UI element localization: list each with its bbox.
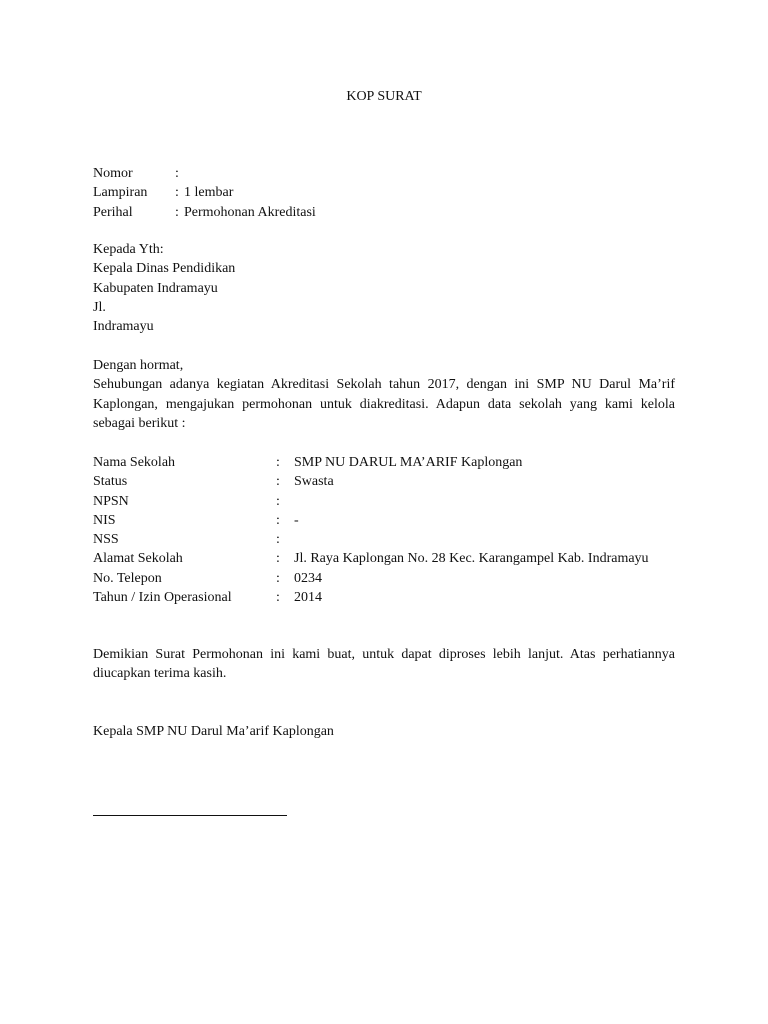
meta-value: Permohonan Akreditasi <box>184 204 316 220</box>
signature-title: Kepala SMP NU Darul Ma’arif Kaplongan <box>93 724 334 739</box>
recipient-line: Kepada Yth: <box>93 242 164 257</box>
recipient-line: Kepala Dinas Pendidikan <box>93 261 236 277</box>
data-value: Jl. Raya Kaplongan No. 28 Kec. Karangampel Kab. Indramayu <box>294 551 649 567</box>
data-colon: : <box>276 493 280 509</box>
meta-colon: : <box>175 166 179 181</box>
recipient-line: Jl. <box>93 299 106 315</box>
data-row <box>93 530 675 549</box>
data-label: NIS <box>93 512 116 528</box>
recipient-line: Kabupaten Indramayu <box>93 280 218 296</box>
meta-value: 1 lembar <box>184 185 234 201</box>
recipient-block <box>93 240 235 336</box>
data-row <box>93 549 675 568</box>
meta-row-perihal <box>93 203 316 222</box>
data-colon: : <box>276 570 280 586</box>
data-label: No. Telepon <box>93 570 162 586</box>
meta-colon: : <box>175 204 179 220</box>
signature-line <box>93 815 287 816</box>
data-value <box>294 530 675 549</box>
data-row <box>93 453 675 472</box>
data-value <box>294 492 675 511</box>
meta-label: Perihal <box>93 204 133 220</box>
data-colon: : <box>276 512 280 528</box>
meta-row-lampiran <box>93 183 316 202</box>
meta-colon: : <box>175 185 179 201</box>
data-colon: : <box>276 474 280 490</box>
meta-row-nomor <box>93 164 316 183</box>
data-colon: : <box>276 551 280 567</box>
data-label: Alamat Sekolah <box>93 551 183 567</box>
meta-label: Nomor <box>93 166 133 181</box>
data-value: - <box>294 512 299 528</box>
data-row <box>93 511 675 530</box>
meta-label: Lampiran <box>93 185 148 201</box>
data-colon: : <box>276 532 280 548</box>
closing-paragraph: Demikian Surat Permohonan ini kami buat, untuk dapat diproses lebih lanjut. Atas perhatiannya diucapkan terima kasih. <box>93 647 675 682</box>
data-label: Tahun / Izin Operasional <box>93 590 232 606</box>
letter-body <box>93 356 675 433</box>
data-value: 2014 <box>294 590 322 606</box>
data-label: Status <box>93 474 128 490</box>
data-value: SMP NU DARUL MA’ARIF Kaplongan <box>294 455 523 470</box>
data-value: 0234 <box>294 570 322 586</box>
data-row <box>93 472 675 491</box>
data-row <box>93 569 675 588</box>
data-row <box>93 588 675 607</box>
school-data-table <box>93 453 675 607</box>
greeting: Dengan hormat, <box>93 358 184 373</box>
data-colon: : <box>276 455 280 470</box>
letterhead-title: KOP SURAT <box>346 89 422 104</box>
data-colon: : <box>276 590 280 606</box>
data-value: Swasta <box>294 474 334 490</box>
recipient-line: Indramayu <box>93 319 154 335</box>
intro-paragraph: Sehubungan adanya kegiatan Akreditasi Sekolah tahun 2017, dengan ini SMP NU Darul Ma’rif Kaplongan, mengajukan permohonan untuk diakreditasi. Adapun data sekolah yang kami kelola sebagai berikut : <box>93 377 675 431</box>
letter-meta <box>93 164 316 222</box>
data-label: Nama Sekolah <box>93 455 176 470</box>
data-row <box>93 492 675 511</box>
data-label: NSS <box>93 532 119 548</box>
data-label: NPSN <box>93 493 129 509</box>
